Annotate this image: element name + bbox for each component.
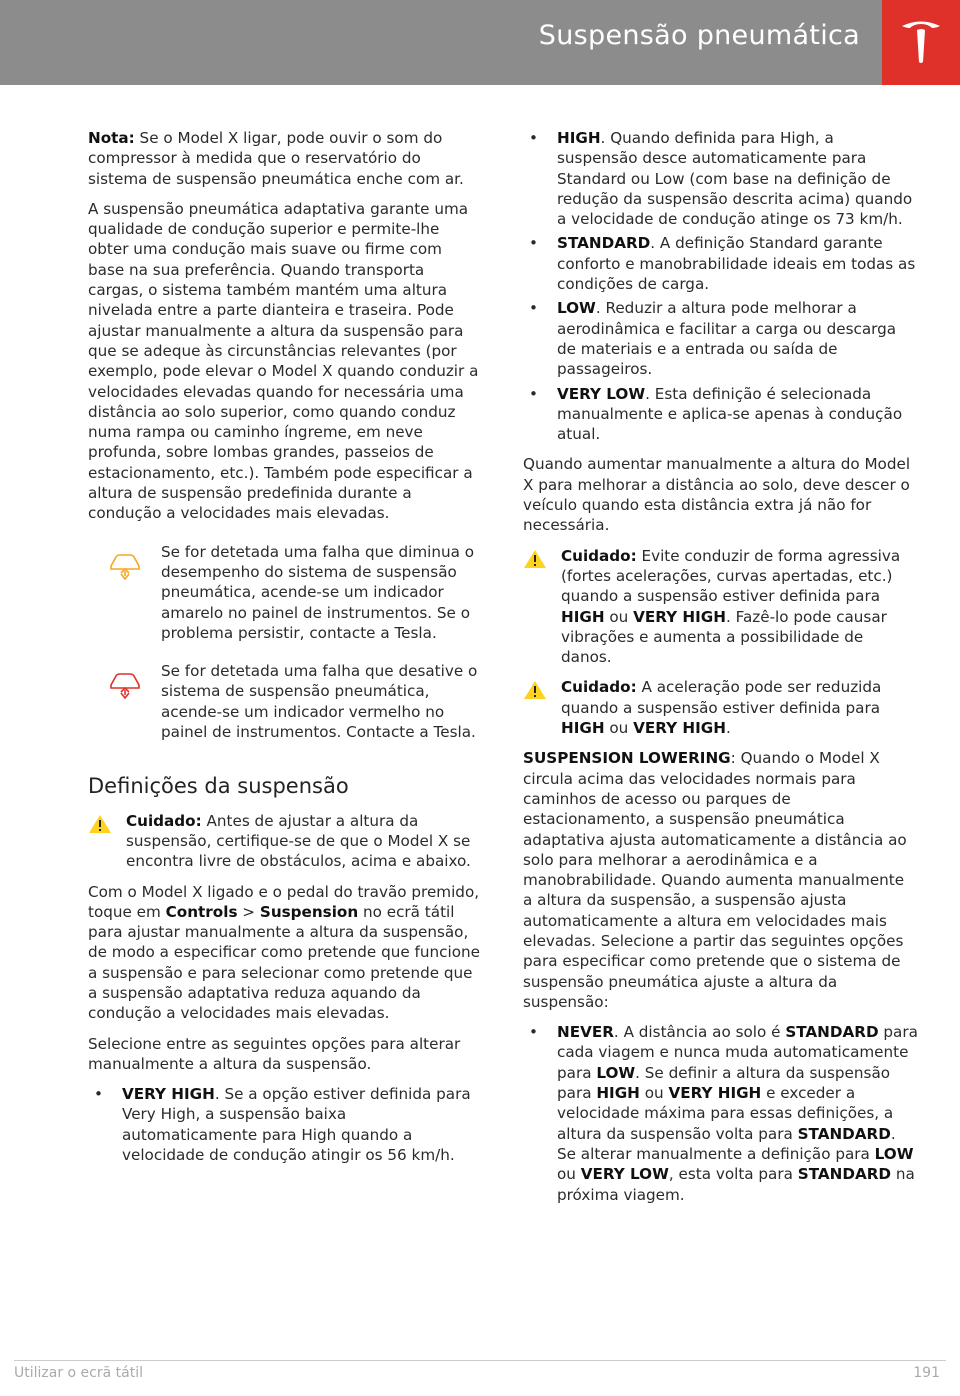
indicator-amber-text: Se for detetada uma falha que diminua o desempenho do sistema de suspensão pneumática, acende-se um indicador amarelo no painel de instrumentos. Se o problema persistir, contacte a Tesla. xyxy=(161,542,475,642)
option-label: VERY LOW xyxy=(557,384,646,403)
text-fragment: ou xyxy=(639,1084,669,1103)
text-fragment: . Fazê-lo pode causar vibrações e aumenta a possibilidade de danos. xyxy=(561,607,887,667)
text-fragment: para cada viagem e nunca muda automaticamente para xyxy=(557,1023,918,1082)
option-label: NEVER xyxy=(557,1023,614,1042)
list-item xyxy=(523,384,918,445)
option-label: HIGH xyxy=(557,129,601,147)
bullet: • xyxy=(529,384,538,403)
list-item xyxy=(523,1022,918,1205)
bullet: • xyxy=(529,1023,538,1042)
lowering-intro-paragraph: Quando aumentar manualmente a altura do Model X para melhorar a distância ao solo, deve descer o veículo quando esta distância extra já não for necessária. xyxy=(523,455,911,535)
controls-label: Controls xyxy=(165,902,238,921)
text-fragment: . Se definir a altura da suspensão para xyxy=(557,1063,891,1103)
bullet: • xyxy=(529,299,538,318)
caution-text-block xyxy=(126,811,482,872)
lowering-paragraph xyxy=(523,748,918,1012)
text-fragment: > xyxy=(237,902,260,921)
text-fragment: ou xyxy=(604,719,634,738)
list-item xyxy=(523,128,918,229)
setting-label: VERY HIGH xyxy=(633,607,726,626)
option-label: STANDARD xyxy=(557,234,651,253)
height-options-list-continued xyxy=(523,128,918,444)
setting-label: HIGH xyxy=(596,1084,640,1103)
text-fragment: Com o Model X ligado e o pedal do travão premido, toque em xyxy=(88,882,480,921)
text-fragment: . xyxy=(725,719,731,738)
setting-label: LOW xyxy=(874,1144,914,1163)
text-fragment: ou xyxy=(557,1165,581,1184)
list-item xyxy=(88,1084,482,1165)
text-fragment: ou xyxy=(604,607,634,626)
suspension-red-icon xyxy=(107,671,143,701)
caution-box-acceleration xyxy=(523,677,918,738)
intro-paragraph: A suspensão pneumática adaptativa garante uma qualidade de condução superior e permite-lhe obter uma condução mais suave ou firme com base na sua preferência. Quando transporta cargas, o sistema também mantém uma altura nivelada entre a parte dianteira e traseira. Pode ajustar manualmente a altura da suspensão para que se adeque às circunstâncias relevantes (por exemplo, pode elevar o Model X quando conduzir a velocidades elevadas quando for necessária uma distância ao solo superior, como quando conduz numa rampa ou caminho íngreme, em neve profunda, sobre lombas grandes, passeios de estacionamento, etc.). Também pode especificar a altura de suspensão predefinida durante a condução a velocidades mais elevadas. xyxy=(88,199,479,523)
lowering-options-list xyxy=(523,1022,918,1205)
controls-paragraph xyxy=(88,882,482,1024)
page-number: 191 xyxy=(913,1365,940,1381)
bullet: • xyxy=(529,234,538,253)
caution-text-block xyxy=(561,677,918,738)
suspension-amber-icon xyxy=(107,552,143,582)
text-fragment: A aceleração pode ser reduzida quando a suspensão estiver definida para xyxy=(561,678,882,717)
brand-logo-box xyxy=(882,0,960,85)
caution-box-aggressive xyxy=(523,546,918,668)
caution-text: Antes de ajustar a altura da suspensão, certifique-se de que o Model X se encontra livre de obstáculos, acima e abaixo. xyxy=(126,811,471,871)
setting-label: VERY HIGH xyxy=(668,1084,762,1103)
option-text: . Esta definição é selecionada manualmente e aplica-se apenas à condução atual. xyxy=(557,384,903,444)
option-text: . A definição Standard garante conforto e manobrabilidade ideais em todas as condições de carga. xyxy=(557,234,916,294)
option-text: . Quando definida para High, a suspensão desce automaticamente para Standard ou Low (com base na definição de redução da suspensão descrita acima) quando a velocidade de condução atinge os 73 km/h. xyxy=(557,129,913,229)
option-text: . Se a opção estiver definida para Very High, a suspensão baixa automaticamente para High quando a velocidade de condução atingir os 56 km/h. xyxy=(122,1085,471,1165)
text-fragment: e exceder a velocidade máxima para essas definições, a altura da suspensão volta para xyxy=(557,1084,894,1143)
lowering-text: : Quando o Model X circula acima das velocidades normais para caminhos de acesso ou parques de estacionamento, a suspensão pneumática adaptativa ajusta automaticamente a distância ao solo para melhorar a aerodinâmica e a manobrabilidade. Quando aumenta manualmente a altura da suspensão, a suspensão ajusta automaticamente a altura em velocidades mais elevadas. Selecione a partir das seguintes opções para especificar como pretende que o sistema de suspensão pneumática ajuste a altura da suspensão: xyxy=(523,749,907,1011)
height-options-list xyxy=(88,1084,482,1165)
note-text: Se o Model X ligar, pode ouvir o som do compressor à medida que o reservatório do sistema de suspensão pneumática enche com ar. xyxy=(88,129,464,188)
option-label: VERY HIGH xyxy=(122,1085,215,1104)
option-text: . Reduzir a altura pode melhorar a aerodinâmica e facilitar a carga ou descarga de materiais e a entrada ou saída de passageiros. xyxy=(557,299,897,379)
setting-label: STANDARD xyxy=(785,1023,879,1042)
warning-triangle-icon xyxy=(523,549,547,569)
right-column xyxy=(523,128,918,1215)
warning-triangle-icon xyxy=(523,680,547,700)
section-heading: Definições da suspensão xyxy=(88,774,349,799)
text-fragment: , esta volta para xyxy=(668,1165,798,1184)
footer-divider xyxy=(14,1360,946,1361)
tesla-logo-icon xyxy=(900,18,942,66)
bullet: • xyxy=(529,129,538,147)
text-fragment: no ecrã tátil para ajustar manualmente a altura da suspensão, de modo a especificar como pretende que funcione a suspensão e para selecionar como pretende que a suspensão adaptativa reduza aquando da condução a velocidades mais elevadas. xyxy=(88,902,480,1023)
list-item xyxy=(523,233,918,294)
left-column xyxy=(88,128,482,1175)
setting-label: LOW xyxy=(596,1063,636,1082)
indicator-red xyxy=(88,661,482,742)
setting-label: VERY HIGH xyxy=(633,719,726,738)
indicator-red-text: Se for detetada uma falha que desative o sistema de suspensão pneumática, acende-se um indicador vermelho no painel de instrumentos. Contacte a Tesla. xyxy=(161,662,478,742)
indicator-amber xyxy=(88,542,482,643)
text-fragment: . Se alterar manualmente a definição para xyxy=(557,1124,896,1163)
setting-label: HIGH xyxy=(561,607,605,626)
suspension-label: Suspension xyxy=(259,902,359,921)
text-fragment: Evite conduzir de forma agressiva (fortes acelerações, curvas apertadas, etc.) quando a suspensão estiver definida para xyxy=(561,546,901,606)
footer-section-title: Utilizar o ecrã tátil xyxy=(14,1365,143,1381)
page-title: Suspensão pneumática xyxy=(538,20,860,51)
setting-label: STANDARD xyxy=(797,1165,891,1184)
text-fragment: . A distância ao solo é xyxy=(613,1023,786,1042)
caution-box xyxy=(88,811,482,872)
caution-label: Cuidado: xyxy=(561,678,637,697)
setting-label: STANDARD xyxy=(797,1124,891,1143)
caution-label: Cuidado: xyxy=(126,811,202,830)
setting-label: VERY LOW xyxy=(580,1165,669,1184)
note-label: Nota: xyxy=(88,129,135,147)
page-header xyxy=(0,0,960,85)
caution-text-block xyxy=(561,546,918,668)
list-item xyxy=(523,298,918,379)
bullet: • xyxy=(94,1085,103,1104)
text-fragment: na próxima viagem. xyxy=(557,1165,915,1204)
options-intro-paragraph: Selecione entre as seguintes opções para alterar manualmente a altura da suspensão. xyxy=(88,1034,461,1073)
setting-label: HIGH xyxy=(561,719,605,738)
option-label: LOW xyxy=(557,299,596,318)
caution-label: Cuidado: xyxy=(561,546,637,565)
warning-triangle-icon xyxy=(88,814,112,834)
note-paragraph xyxy=(88,128,482,189)
lowering-label: SUSPENSION LOWERING xyxy=(523,749,731,768)
